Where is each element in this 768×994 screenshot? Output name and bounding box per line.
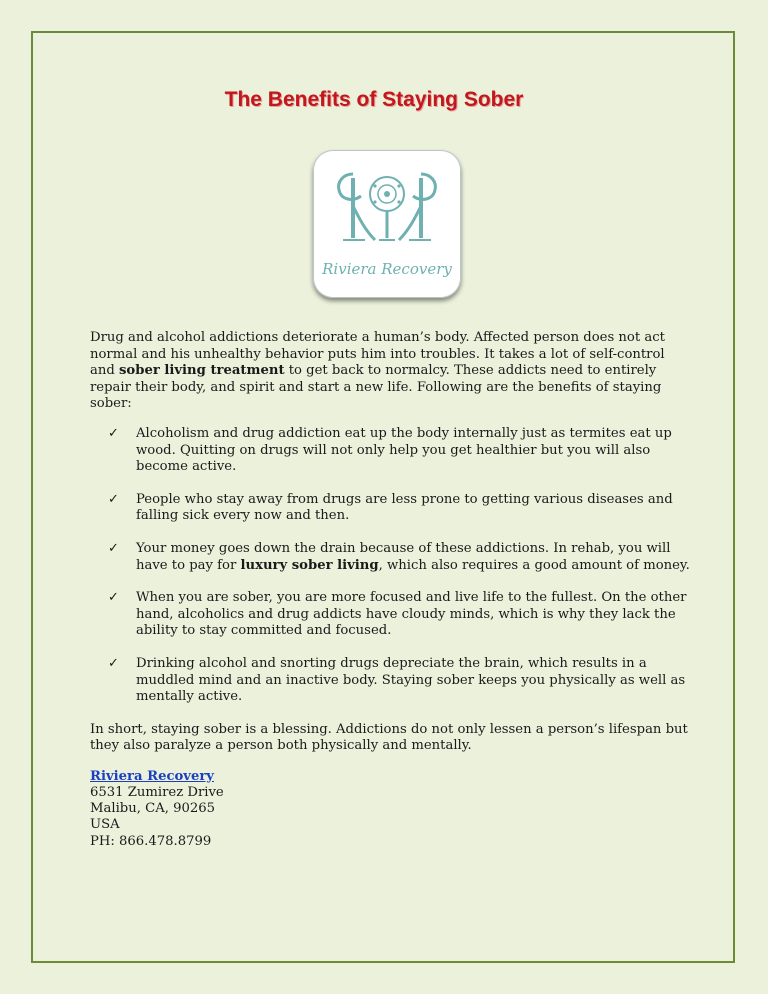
- sober-living-treatment-keyword: sober living treatment: [119, 363, 285, 379]
- checkmark-icon: ✓: [108, 590, 119, 606]
- address-street: 6531 Zumirez Drive: [90, 785, 224, 801]
- address-city: Malibu, CA, 90265: [90, 801, 216, 817]
- contact-block: [90, 769, 690, 850]
- checkmark-icon: ✓: [108, 540, 119, 556]
- conclusion-paragraph: In short, staying sober is a blessing. Addictions do not only lessen a person’s lifespan but they also paralyze a person both physically and mentally.: [90, 721, 688, 754]
- intro-paragraph: Drug and alcohol addictions deteriorate a human’s body. Affected person does not act normal and his unhealthy behavior puts him into troubles. It takes a lot of self-control and sober living treatment to get back to normalcy. These addicts need to entirely repair their body, and spirit and start a new life. Following are the benefits of staying sober:: [90, 330, 665, 412]
- benefits-list: [90, 426, 690, 706]
- checkmark-icon: ✓: [108, 425, 119, 441]
- logo-graphic: [313, 150, 461, 298]
- checkmark-icon: ✓: [108, 655, 119, 671]
- list-item: ✓ When you are sober, you are more focused and live life to the fullest. On the other hand, alcoholics and drug addicts have cloudy minds, which is why they lack the ability to stay committed and focused.: [108, 590, 687, 639]
- phone-number: PH: 866.478.8799: [90, 833, 212, 849]
- document-title: The Benefits of Staying Sober: [224, 88, 524, 111]
- list-item: ✓ People who stay away from drugs are less prone to getting various diseases and falling sick every now and then.: [108, 491, 673, 524]
- document-body: [90, 330, 690, 850]
- address-country: USA: [90, 817, 120, 833]
- list-item: ✓ Alcoholism and drug addiction eat up the body internally just as termites eat up wood. Quitting on drugs will not only help you get healthier but you will also become active.: [108, 425, 672, 475]
- riviera-recovery-link[interactable]: Riviera Recovery: [90, 768, 214, 784]
- checkmark-icon: ✓: [108, 491, 119, 507]
- list-item: ✓ Drinking alcohol and snorting drugs depreciate the brain, which results in a muddled mind and an inactive body. Staying sober keeps you physically as well as mentally active.: [108, 655, 686, 705]
- riviera-recovery-logo: [313, 150, 461, 298]
- luxury-sober-living-keyword: luxury sober living: [240, 557, 379, 573]
- list-item: ✓ Your money goes down the drain because of these addictions. In rehab, you will have to pay for luxury sober living, which also requires a good amount of money.: [108, 540, 690, 573]
- logo-text: Riviera Recovery: [322, 260, 452, 278]
